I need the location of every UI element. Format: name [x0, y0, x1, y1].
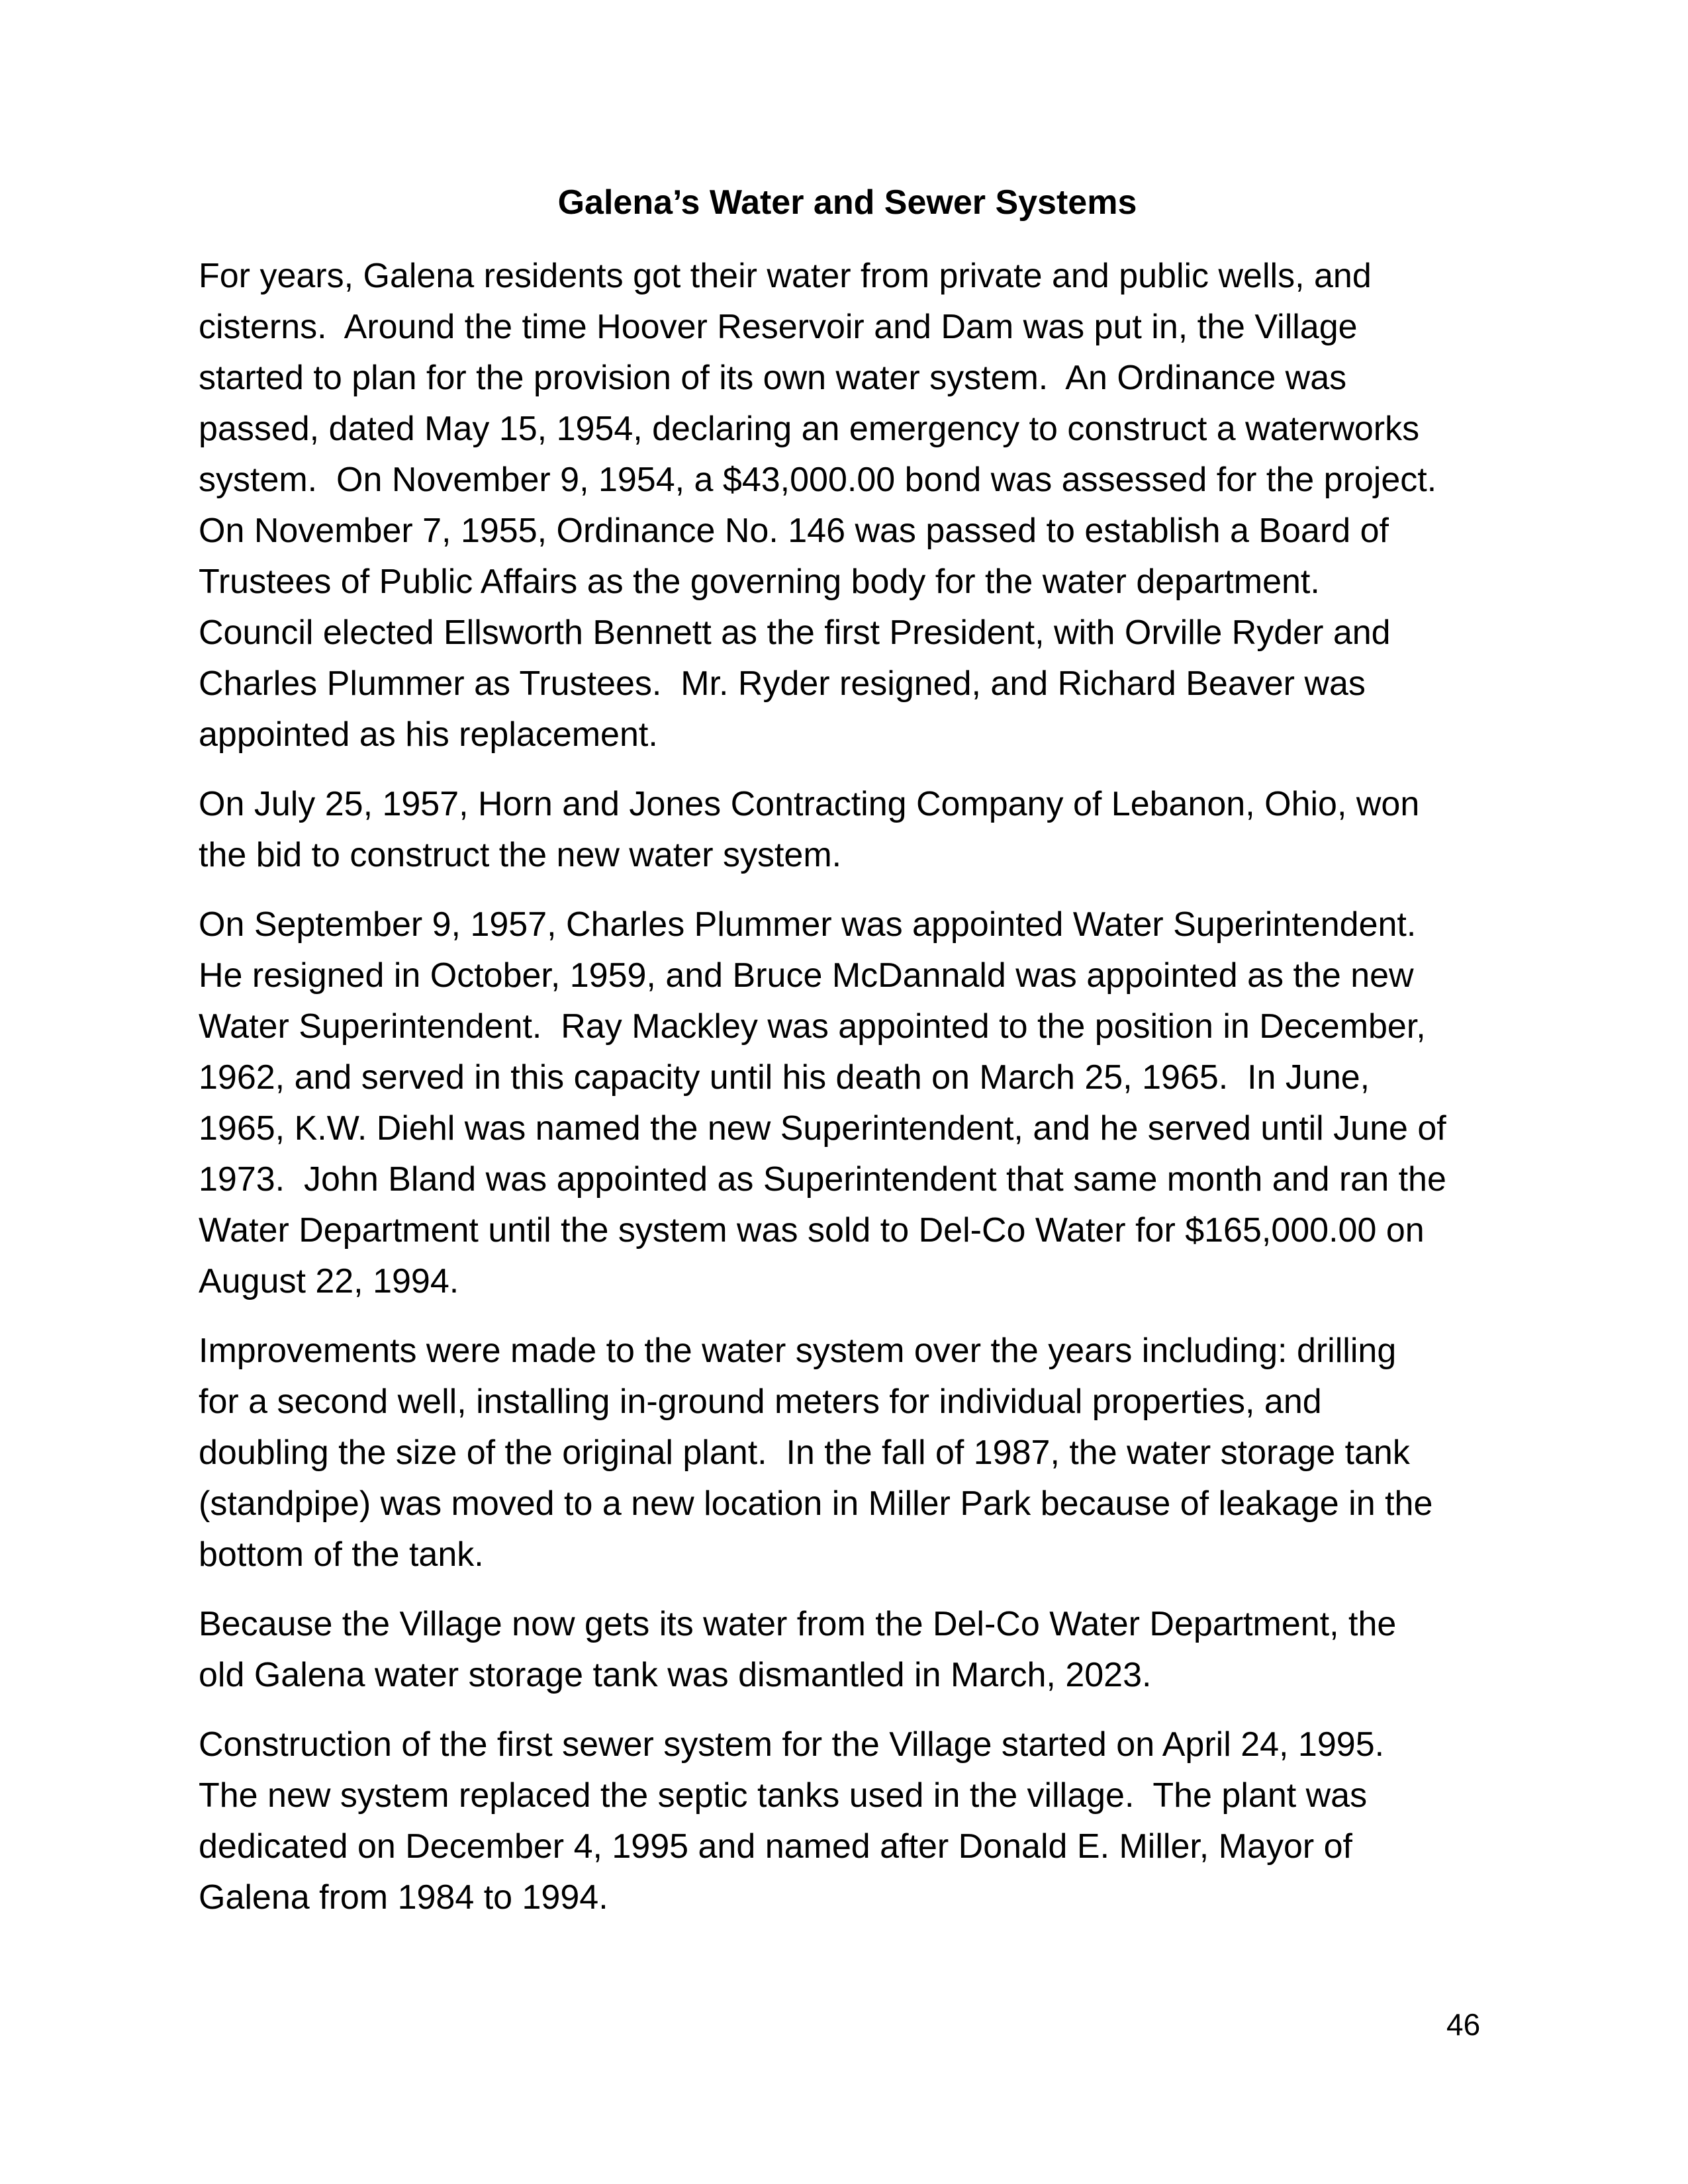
text-line: On November 7, 1955, Ordinance No. 146 was passed to establish a Board of — [199, 512, 1389, 550]
text-line: Because the Village now gets its water from the Del-Co Water Department, the — [199, 1605, 1397, 1643]
text-line: He resigned in October, 1959, and Bruce McDannald was appointed as the new — [199, 956, 1414, 995]
text-line: 1973. John Bland was appointed as Superintendent that same month and ran the — [199, 1160, 1446, 1199]
paragraph — [199, 1326, 1496, 1580]
text-line: bottom of the tank. — [199, 1535, 484, 1574]
paragraph — [199, 779, 1496, 881]
text-line: 1962, and served in this capacity until his death on March 25, 1965. In June, — [199, 1058, 1370, 1097]
paragraph — [199, 1719, 1496, 1923]
text-line: the bid to construct the new water system. — [199, 836, 842, 874]
text-line: On September 9, 1957, Charles Plummer was appointed Water Superintendent. — [199, 905, 1417, 944]
text-line: Charles Plummer as Trustees. Mr. Ryder resigned, and Richard Beaver was — [199, 664, 1366, 703]
text-line: Water Department until the system was sold to Del-Co Water for $165,000.00 on — [199, 1211, 1425, 1250]
text-line: passed, dated May 15, 1954, declaring an emergency to construct a waterworks — [199, 410, 1420, 448]
page-title: Galena’s Water and Sewer Systems — [557, 183, 1137, 222]
text-line: doubling the size of the original plant. In the fall of 1987, the water storage tank — [199, 1433, 1410, 1472]
paragraph — [199, 251, 1496, 760]
text-line: appointed as his replacement. — [199, 715, 658, 754]
text-line: Council elected Ellsworth Bennett as the first President, with Orville Ryder and — [199, 614, 1391, 652]
text-line: The new system replaced the septic tanks used in the village. The plant was — [199, 1776, 1368, 1815]
text-line: cisterns. Around the time Hoover Reservoir and Dam was put in, the Village — [199, 308, 1358, 346]
paragraph — [199, 899, 1496, 1307]
text-line: (standpipe) was moved to a new location in Miller Park because of leakage in the — [199, 1484, 1433, 1523]
text-line: Construction of the first sewer system for the Village started on April 24, 1995. — [199, 1725, 1385, 1764]
text-line: for a second well, installing in-ground meters for individual properties, and — [199, 1383, 1322, 1421]
document-body — [199, 177, 1496, 1942]
text-line: August 22, 1994. — [199, 1262, 459, 1300]
text-line: Water Superintendent. Ray Mackley was appointed to the position in December, — [199, 1007, 1426, 1046]
text-line: started to plan for the provision of its own water system. An Ordinance was — [199, 359, 1347, 397]
page-number: 46 — [1446, 2007, 1481, 2042]
text-line: Galena from 1984 to 1994. — [199, 1878, 608, 1917]
text-line: 1965, K.W. Diehl was named the new Superintendent, and he served until June of — [199, 1109, 1446, 1148]
text-line: dedicated on December 4, 1995 and named after Donald E. Miller, Mayor of — [199, 1827, 1352, 1866]
text-line: old Galena water storage tank was dismantled in March, 2023. — [199, 1656, 1152, 1694]
paragraph — [199, 1599, 1496, 1701]
text-line: Trustees of Public Affairs as the governing body for the water department. — [199, 563, 1320, 601]
text-line: system. On November 9, 1954, a $43,000.00 bond was assessed for the project. — [199, 461, 1437, 499]
text-line: Improvements were made to the water system over the years including: drilling — [199, 1332, 1397, 1370]
text-line: For years, Galena residents got their water from private and public wells, and — [199, 257, 1372, 295]
text-line: On July 25, 1957, Horn and Jones Contracting Company of Lebanon, Ohio, won — [199, 785, 1420, 823]
